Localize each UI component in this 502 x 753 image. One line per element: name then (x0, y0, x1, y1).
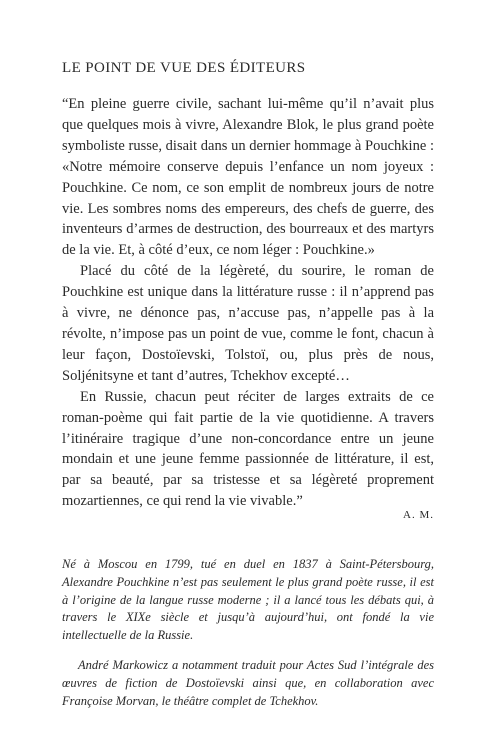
body-paragraph: En Russie, chacun peut réciter de larges extraits de ce roman-poème qui fait partie de la vie quotidienne. A travers l’itinéraire tragique d’une non-concordance entre un jeune mondain et une jeune femme passionnée de littérature, il est, par sa beauté, par sa tristesse et sa légèreté proprement mozartiennes, ce qui rend la vie vivable.” (62, 388, 434, 510)
editors-note (62, 94, 434, 512)
biography-block (62, 556, 434, 710)
page-heading: LE POINT DE VUE DES ÉDITEURS (62, 60, 306, 76)
bio-paragraph-pouchkine: Né à Moscou en 1799, tué en duel en 1837 à Saint-Pétersbourg, Alexandre Pouchkine n’est pas seulement le plus grand poète russe, il est à l’origine de la langue russe moderne ; il a lancé tous les débats qui, à travers le XIXe siècle et jusqu’à aujourd’hui, ont fondé la vie intellectuelle de la Russie. (62, 557, 434, 643)
body-paragraph: “En pleine guerre civile, sachant lui-même qu’il n’avait plus que quelques mois à vivre, Alexandre Blok, le plus grand poète symboliste russe, disait dans un dernier hommage à Pouchkine : «Notre mémoire conserve depuis l’enfance un nom joyeux : Pouchkine. Ce nom, ce son emplit de nombreux jours de notre vie. Les sombres noms des empereurs, des chefs de guerre, des inventeurs d’armes de destruction, des bourreaux et des martyrs de la vie. Et, à côté d’eux, ce nom léger : Pouchkine.» (62, 96, 434, 259)
bio-paragraph-translator: André Markowicz a notamment traduit pour Actes Sud l’intégrale des œuvres de fiction de Dostoïevski ainsi que, en collaboration avec Françoise Morvan, le théâtre complet de Tchekhov. (62, 657, 434, 708)
body-paragraph: Placé du côté de la légèreté, du sourire, le roman de Pouchkine est unique dans la littérature russe : il n’apprend pas à vivre, ne dénonce pas, n’accuse pas, n’appelle pas à la révolte, n’impose pas un point de vue, comme le font, chacun à leur façon, Dostoïevski, Tolstoï, ou, plus près de nous, Soljénitsyne et tant d’autres, Tchekhov excepté… (62, 263, 434, 384)
author-initials: A. M. (403, 509, 434, 521)
